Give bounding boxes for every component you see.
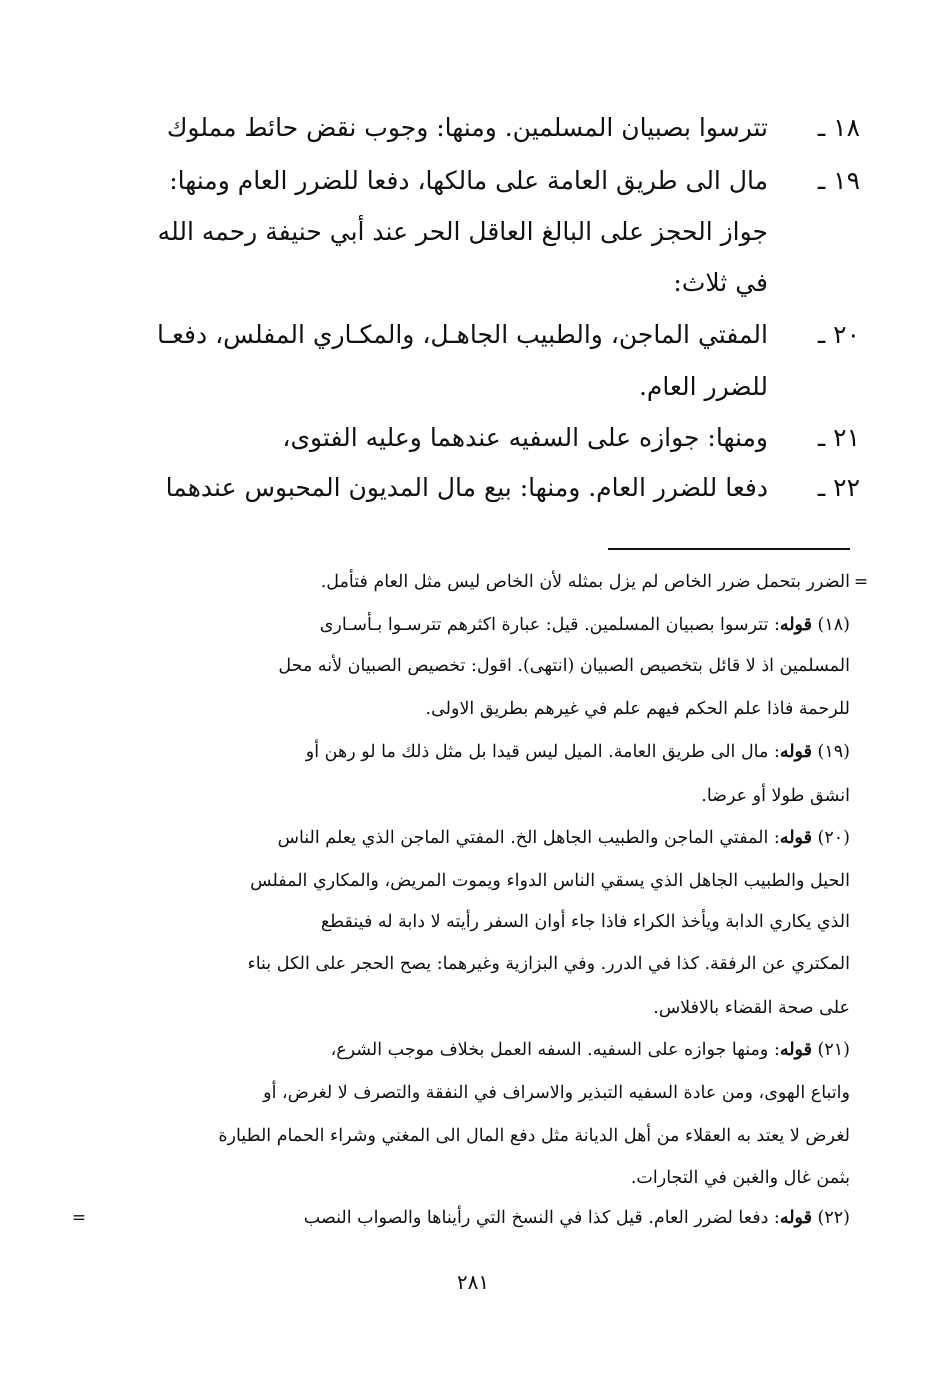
footnote-text: المكتري عن الرفقة. كذا في الدرر. وفي البزازية وغيرهما: يصح الحجر على الكل بناء <box>247 954 850 974</box>
main-line <box>100 253 860 313</box>
footnote-line <box>95 689 850 729</box>
item-number: ٢٢ ـ <box>817 473 860 502</box>
item-number: ١٩ ـ <box>817 166 860 195</box>
footnote-text: : تترسوا بصبيان المسلمين. قيل: عبارة اكثرهم تترسـوا بـأسـارى <box>319 615 780 635</box>
footnote-label: قوله <box>779 742 812 762</box>
footnote-label: قوله <box>779 1208 812 1228</box>
footnote-divider <box>608 548 850 550</box>
footnote-text: الضرر بتحمل ضرر الخاص لم يزل بمثله لأن الخاص ليس مثل العام فتأمل. <box>320 572 850 592</box>
footnote-line <box>95 944 850 984</box>
main-line-text: المفتي الماجن، والطبيب الجاهـل، والمكـاري المفلس، دفعـا <box>157 320 768 349</box>
footnote-line <box>95 1030 850 1070</box>
footnote-line <box>95 861 850 901</box>
footnote-text: بثمن غال والغبن في التجارات. <box>630 1168 850 1188</box>
footnote-text: انشق طولا أو عرضا. <box>701 786 850 806</box>
footnote-text: : مال الى طريق العامة. الميل ليس قيدا بل مثل ذلك ما لو رهن أو <box>305 742 780 762</box>
footnote-text: الذي يكاري الدابة ويأخذ الكراء فاذا جاء أوان السفر رأيته لا دابة له فينقطع <box>320 912 850 932</box>
footnote-text: الحيل والطبيب الجاهل الذي يسقي الناس الدواء ويموت المريض، والمكاري المفلس <box>250 871 850 891</box>
footnote-label: قوله <box>779 828 812 848</box>
main-line-text: ومنها: جوازه على السفيه عندهما وعليه الفتوى، <box>282 423 768 452</box>
footnote-line <box>95 646 850 686</box>
main-line <box>100 305 860 365</box>
footnote-line <box>95 776 850 816</box>
footnote-text: : ومنها جوازه على السفيه. السفه العمل بخلاف موجب الشرع، <box>330 1040 780 1060</box>
main-line-text: تترسوا بصبيان المسلمين. ومنها: وجوب نقض حائط مملوك <box>166 113 768 142</box>
footnote-text: : المفتي الماجن والطبيب الجاهل الخ. المفتي الماجن الذي يعلم الناس <box>277 828 780 848</box>
footnote-label: قوله <box>779 1040 812 1060</box>
main-line-text: دفعا للضرر العام. ومنها: بيع مال المديون المحبوس عندهما <box>165 473 768 502</box>
continuation-mark-end: = <box>71 1208 87 1228</box>
main-line <box>100 98 860 158</box>
continuation-mark: = <box>853 572 869 592</box>
footnote-line <box>95 1198 850 1238</box>
footnote-lead: (٢١) <box>811 1040 850 1060</box>
footnote-line <box>95 1158 850 1198</box>
footnote-label: قوله <box>779 615 812 635</box>
item-number: ٢١ ـ <box>817 423 860 452</box>
footnote-text: للرحمة فاذا علم الحكم فيهم علم في غيرهم بطريق الاولى. <box>425 699 850 719</box>
footnote-lead: (١٨) <box>811 615 850 635</box>
footnote-text: على صحة القضاء بالافلاس. <box>653 998 850 1018</box>
footnote-line <box>95 1116 850 1156</box>
footnote-lead: (٢٠) <box>811 828 850 848</box>
footnote-line <box>95 562 850 602</box>
main-line-text: في ثلاث: <box>673 268 768 297</box>
footnote-lead: (٢٢) <box>811 1208 850 1228</box>
main-line-text: مال الى طريق العامة على مالكها، دفعا للضرر العام ومنها: <box>169 166 768 195</box>
footnote-text: : دفعا لضرر العام. قيل كذا في النسخ التي رأيناها والصواب النصب <box>303 1208 780 1228</box>
footnote-line <box>95 902 850 942</box>
item-number: ١٨ ـ <box>817 113 860 142</box>
footnote-line <box>95 605 850 645</box>
footnote-text: لغرض لا يعتد به العقلاء من أهل الديانة مثل دفع المال الى المغني وشراء الحمام الطيارة <box>218 1126 850 1146</box>
footnote-text: واتباع الهوى، ومن عادة السفيه التبذير والاسراف في النفقة والتصرف لا لغرض، أو <box>263 1083 850 1103</box>
page-number: ٢٨١ <box>456 1270 490 1294</box>
item-number: ٢٠ ـ <box>817 320 860 349</box>
footnote-line <box>95 818 850 858</box>
footnote-line <box>95 1073 850 1113</box>
footnote-line <box>95 988 850 1028</box>
footnote-line <box>95 732 850 772</box>
footnote-text: المسلمين اذ لا قائل بتخصيص الصبيان (انتهى). اقول: تخصيص الصبيان لأنه محل <box>278 656 850 676</box>
footnote-lead: (١٩) <box>811 742 850 762</box>
main-line-text: للضرر العام. <box>638 372 768 401</box>
main-line <box>100 458 860 518</box>
main-line-text: جواز الحجز على البالغ العاقل الحر عند أبي حنيفة رحمه الله <box>157 217 768 246</box>
